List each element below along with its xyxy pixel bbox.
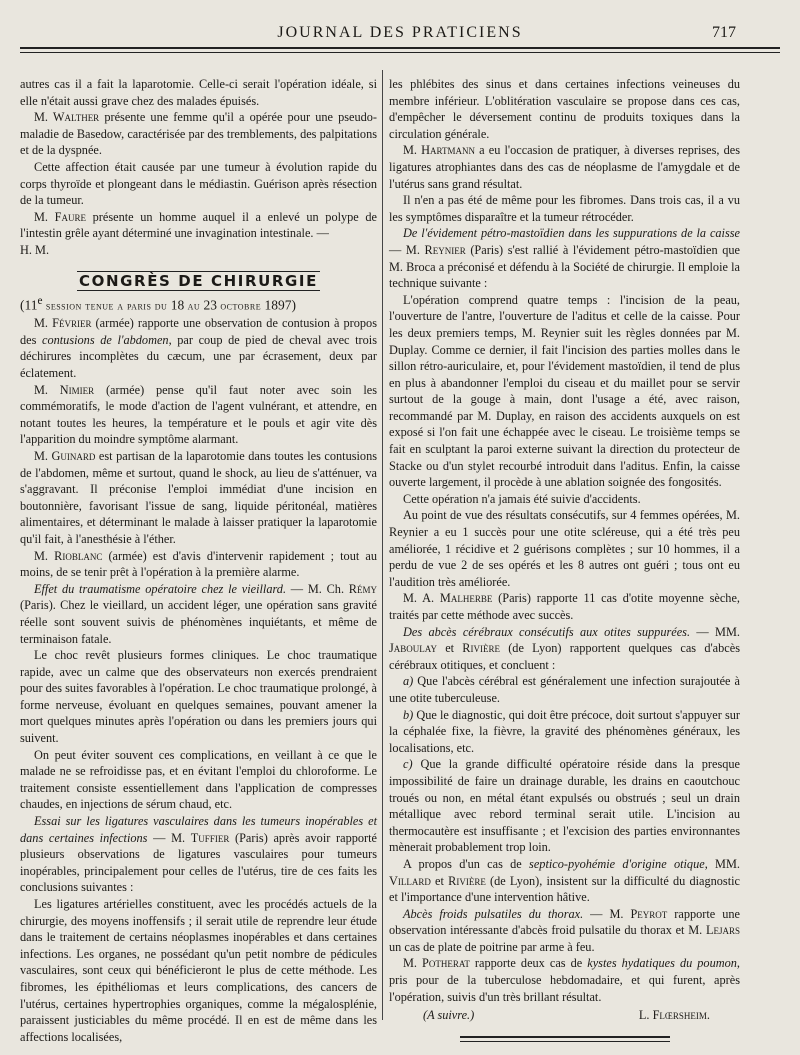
author-name: M. Faure bbox=[34, 209, 86, 224]
list-item: b) Que le diagnostic, qui doit être précoce, doit surtout s'appuyer sur la céphalée fixe, la fièvre, la gravité des phénomènes généraux, les localisations, etc. bbox=[389, 707, 740, 755]
paragraph: M. Guinard est partisan de la laparotomie dans toutes les contusions de l'abdomen, même et surtout, quand le shock, au lieu de s'atténuer, va s'aggravant. Il préconise l'emploi immédiat d'une incision en boutonnière, favorisant l'issue de sang, liquide péritonéal, matières alimentaires, et déterminant le malade à laisser pratiquer la laparotomie qu'il fait, à l'anesthésie à l'éther. bbox=[20, 448, 377, 546]
paragraph: autres cas il a fait la laparotomie. Celle-ci serait l'opération idéale, si elle n'était aussi grave chez des malades épuisés. bbox=[20, 77, 377, 108]
paragraph: M. Nimier (armée) pense qu'il faut noter avec soin les commémoratifs, le mode d'action de l'agent vulnérant, et attendre, en notant toutes les heures, la température et le pouls et agir vite dès l'apparition du moindre symptôme alarmant. bbox=[20, 382, 377, 447]
header-rule-thick bbox=[20, 47, 780, 49]
paragraph: Cette affection était causée par une tumeur à évolution rapide du corps thyroïde et plongeant dans le médiastin. Guérison après résection de la tumeur. bbox=[20, 159, 377, 208]
paragraph: M. A. Malherbe (Paris) rapporte 11 cas d'otite moyenne sèche, traités par cette méthode avec succès. bbox=[389, 591, 740, 622]
list-item: c) Que la grande difficulté opératoire réside dans la presque impossibilité de faire un drainage durable, les drains en caoutchouc troués ou non, en métal étant expulsés ou obstrués ; seul un drain métallique avec rebord terminal serait utile. L'incision au thermocautère est insuffisante ; et l'excision des parties environnantes mènerait probablement trop loin. bbox=[389, 757, 740, 855]
paragraph: Il n'en a pas été de même pour les fibromes. Dans trois cas, il a vu les symptômes disparaître et la tumeur rétrocéder. bbox=[389, 193, 740, 224]
paragraph: Cette opération n'a jamais été suivie d'accidents. bbox=[403, 491, 641, 506]
paragraph: Le choc revêt plusieurs formes cliniques. Le choc traumatique rapide, avec un calme que des observateurs non exercés prendraient pour des suites favorables à l'opération. Le choc traumatique prolongé, à forme nerveuse, évoluant en quelques semaines, pouvant amener la mort quelques minutes après l'opération ou dans les premiers jours qui suivent. bbox=[20, 648, 377, 746]
author-signature: L. Flœrsheim. bbox=[638, 1008, 710, 1023]
right-column bbox=[389, 76, 740, 1042]
author-name: Rémy bbox=[348, 581, 377, 596]
to-be-continued: (A suivre.) bbox=[423, 1008, 475, 1023]
author-name: Reynier bbox=[424, 242, 466, 257]
left-column bbox=[20, 76, 377, 1045]
journal-title: JOURNAL DES PRATICIENS bbox=[277, 24, 523, 41]
list-item: a) Que l'abcès cérébral est généralement une infection surajoutée à une otite tuberculeuse. bbox=[389, 674, 740, 705]
section-title: CONGRÈS DE CHIRURGIE bbox=[79, 271, 318, 290]
paragraph: Essai sur les ligatures vasculaires dans les tumeurs inopérables et dans certaines infections — M. Tuffier (Paris) après avoir rapporté plusieurs observations de ligatures vasculaires pour tumeurs inopérables, principalement pour celles de l'utérus, tire de ces faits les conclusions suivantes : bbox=[20, 814, 377, 895]
paragraph: De l'évidement pétro-mastoïdien dans les suppurations de la caisse — M. Reynier (Paris) s'est rallié à l'évidement pétro-mastoïdien que M. Broca a préconisé et défendu à la Société de chirurgie. Il emploie la technique suivante : bbox=[389, 226, 740, 291]
page-header bbox=[20, 22, 780, 44]
author-name: M. Nimier bbox=[34, 382, 95, 397]
paragraph: Au point de vue des résultats consécutifs, sur 4 femmes opérées, M. Reynier a eu 1 succès pour une otite scléreuse, qui a été très peu améliorée, 1 récidive et 2 guérisons complètes ; sur 10 hommes, il a perdu de vue 2 de ses opérés et les 8 autres ont guéri ; tous ont eu l'audition très améliorée. bbox=[389, 508, 740, 589]
paragraph: Les ligatures artérielles constituent, avec les procédés actuels de la chirurgie, des moyens inoffensifs ; il serait utile de reprendre leur étude dans le traitement de certains néoplasmes inopérables et dans certaines infections. Les organes, ne possédant qu'un petit nombre de pédicules vasculaires, sont ceux qui bénéficieront le plus de cette méthode. Les fibromes, les épithéliomas et leurs complications, des cancers de l'utérus, certaines hypertrophies organiques, comme la mégalosplénie, paraissent justiciables du même procédé. Il en est de même dans les affections localisées, bbox=[20, 897, 377, 1044]
author-name: Rivière bbox=[462, 641, 500, 656]
paragraph: M. Hartmann a eu l'occasion de pratiquer, à diverses reprises, des ligatures atrophiantes dans des cas de néoplasme de l'amygdale et de l'utérus sans grand résultat. bbox=[389, 143, 740, 191]
paragraph: L'opération comprend quatre temps : l'incision de la peau, l'ouverture de l'antre, l'ouverture de l'aditus et celle de la caisse. Pour les deux premiers temps, M. Reynier suit les règles données par M. Duplay. Comme ce dernier, il fait l'incision des parties molles dans le sillon rétro-auriculaire, et, pour l'évidement mastoïdien, il tend de plus en plus à abandonner l'emploi du ciseau et du maillet pour se servir surtout de la gouge à main, dont l'usage a été, avec raison, recommandé par M. Duplay, en raison des accidents auxquels on est exposé si l'on fait une échappée avec le ciseau. Le troisième temps se fait en sculptant la paroi externe suivant la direction du protecteur de Stacke ou d'un stylet recourbé introduit dans l'aditus. Enfin, la caisse ouverte largement, il procède à une ablation soignée des fongosités. bbox=[389, 292, 740, 490]
paragraph: M. Février (armée) rapporte une observation de contusion à propos des contusions de l'abdomen, par coup de pied de cheval avec trois déchirures incomplètes du cæcum, une par écrasement, deux par éclatement. bbox=[20, 316, 377, 380]
session-subtitle: (11e session tenue a paris du 18 au 23 octobre 1897) bbox=[20, 295, 296, 313]
author-name: Peyrot bbox=[630, 906, 668, 921]
author-name: M. Walther bbox=[34, 110, 100, 125]
paragraph: M. Faure présente un homme auquel il a enlevé un polype de l'intestin grêle ayant déterminé une invagination intestinale. — bbox=[20, 209, 377, 241]
end-rule-thick bbox=[460, 1036, 670, 1038]
paragraph: M. Potherat rapporte deux cas de kystes hydatiques du poumon, pris pour de la tuberculose hebdomadaire, et qui furent, après l'opération, suivis d'un très brillant résultat. bbox=[389, 956, 740, 1004]
paragraph: les phlébites des sinus et dans certaines infections veineuses du membre inférieur. L'oblitération vasculaire se propose dans ces cas, d'empêcher le déversement continu de produits toxiques dans la circulation générale. bbox=[389, 77, 740, 141]
author-name: Villard bbox=[389, 873, 431, 888]
paragraph: A propos d'un cas de septico-pyohémie d'origine otique, MM. Villard et Rivière (de Lyon), insistent sur la difficulté du diagnostic et l'importance d'une intervention hâtive. bbox=[389, 856, 741, 905]
author-name: Malherbe bbox=[439, 591, 493, 606]
author-name: M. Rioblanc bbox=[34, 548, 103, 563]
header-rule-thin bbox=[20, 52, 780, 53]
page-number: 717 bbox=[712, 24, 736, 41]
article-signature-line bbox=[389, 1007, 740, 1024]
paragraph: Des abcès cérébraux consécutifs aux otites suppurées. — MM. Jaboulay et Rivière (de Lyon) rapportent quelques cas d'abcès cérébraux otitiques, et concluent : bbox=[389, 624, 740, 672]
author-name: M. Guinard bbox=[34, 448, 96, 463]
column-divider bbox=[382, 70, 383, 1020]
paragraph: M. Rioblanc (armée) est d'avis d'intervenir rapidement ; tout au moins, de se tenir prêt à l'opération à la première alarme. bbox=[20, 548, 377, 580]
author-name: Rivière bbox=[448, 873, 486, 888]
paragraph: Effet du traumatisme opératoire chez le vieillard. — M. Ch. Rémy (Paris). Chez le vieillard, un accident léger, une opération sans gravité réelle sont souvent suivis de phénomènes inquiétants, et même de terminaison fatale. bbox=[20, 581, 377, 646]
paragraph: Abcès froids pulsatiles du thorax. — M. Peyrot rapporte une observation intéressante d'abcès froid pulsatile du thorax et M. Lejars un cas de plate de poitrine par arme à feu. bbox=[389, 906, 740, 954]
end-rule-thin bbox=[460, 1041, 670, 1042]
author-name: M. Février bbox=[34, 316, 92, 331]
author-name: Potherat bbox=[422, 956, 470, 971]
author-name: M. Hartmann bbox=[403, 143, 475, 158]
author-name: Jaboulay bbox=[389, 641, 437, 656]
paragraph: On peut éviter souvent ces complications, en veillant à ce que le malade ne se refroidisse pas, et en évitant l'emploi du chloroforme. Le traitement consiste essentiellement dans l'application de compresses chaudes, en injections de sérum chaud, etc. bbox=[20, 747, 377, 812]
paragraph: M. Walther présente une femme qu'il a opérée pour une pseudo-maladie de Basedow, caractérisée par des tremblements, des palpitations et de la dyspnée. bbox=[20, 110, 378, 158]
author-name: Tuffier bbox=[190, 830, 230, 845]
author-name: Lejars bbox=[705, 923, 740, 938]
section-signature: H. M. bbox=[20, 242, 50, 257]
